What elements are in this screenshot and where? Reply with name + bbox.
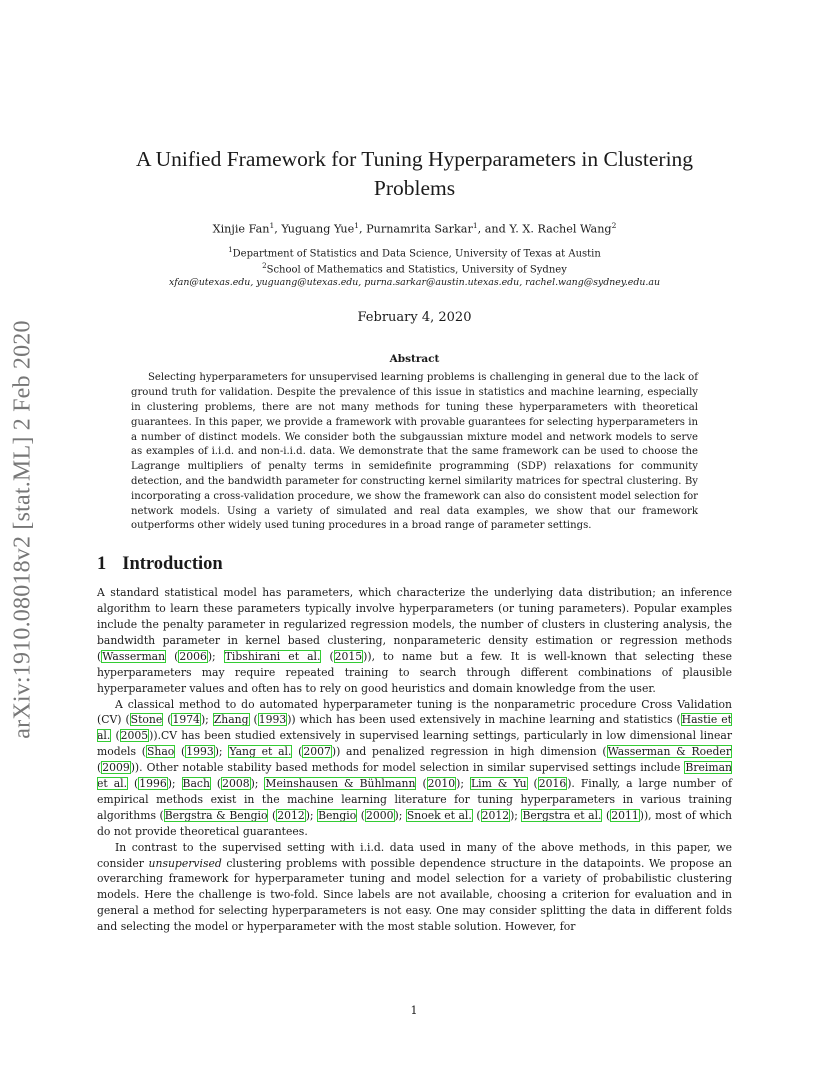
citation-link[interactable]: Tibshirani et al. — [224, 649, 321, 663]
arxiv-identifier-stamp — [2, 290, 44, 768]
author: Xinjie Fan — [212, 222, 270, 236]
text-run: ); — [167, 777, 182, 791]
author-list: Xinjie Fan$^1$, Yuguang Yue$^1$, Purnamrita Sarkar$^1$, and Y. X. Rachel Wang$^2$ — [212, 221, 617, 236]
citation-link[interactable]: 2015 — [334, 649, 363, 663]
page-number: 1 — [410, 1004, 418, 1017]
citation-link[interactable]: 2008 — [222, 777, 250, 791]
citation-link[interactable]: 2006 — [179, 649, 207, 663]
emphasis: unsupervised — [148, 856, 222, 870]
text-run: ( — [163, 713, 172, 727]
text-run: ); — [510, 808, 522, 822]
text-run: ( — [321, 649, 334, 663]
text-run: )), to name but a few. It is well-known that selecting these hyperparameters may require repeated training to search through different combinations of plausible hyperparameter values and often has to rely on good heuristics and domain knowledge from the user. — [97, 649, 732, 695]
citation-link[interactable]: Stone — [130, 713, 163, 727]
text-run: )), most of which do not provide theoretical guarantees. — [97, 808, 732, 838]
section-title: Introduction — [122, 554, 223, 575]
text-run: ); — [456, 777, 470, 791]
citation-link[interactable]: 2011 — [611, 808, 639, 822]
text-run: ( — [249, 713, 258, 727]
text-run: )) which has been used extensively in machine learning and statistics ( — [287, 713, 681, 727]
citation-link[interactable]: Bengio — [318, 808, 357, 822]
author: Y. X. Rachel Wang — [509, 222, 612, 236]
affiliation-sup: 2 — [262, 262, 267, 271]
citation-link[interactable]: Hastie et al. — [97, 713, 732, 743]
paper-title: A Unified Framework for Tuning Hyperparameters in Clustering Problems — [135, 147, 694, 200]
text-run: ( — [527, 777, 538, 791]
paper-page — [97, 145, 732, 935]
citation-link[interactable]: Bach — [182, 777, 210, 791]
affiliation-text: School of Mathematics and Statistics, University of Sydney — [266, 264, 567, 276]
text-run: ( — [292, 745, 303, 759]
text-run: )). Other notable stability based methods for model selection in similar supervised settings include — [130, 761, 685, 775]
citation-link[interactable]: 2016 — [538, 777, 567, 791]
citation-link[interactable]: 2012 — [277, 808, 305, 822]
citation-link[interactable]: Shao — [146, 745, 175, 759]
paper-date: February 4, 2020 — [357, 310, 472, 326]
citation-link[interactable]: Breiman et al. — [97, 761, 732, 791]
text-run: )).CV has been studied extensively in supervised learning settings, particularly in low dimensional linear models ( — [97, 729, 732, 759]
section-number: 1 — [97, 554, 107, 575]
text-run: ( — [357, 808, 366, 822]
text-run: ). Finally, a large number of empirical methods exist in the machine learning literature for tuning hyperparameters in various training algorithms ( — [97, 777, 732, 822]
text-run: ( — [602, 808, 611, 822]
text-run: ( — [128, 777, 139, 791]
intro-paragraph — [97, 697, 732, 840]
section-heading — [97, 554, 732, 575]
citation-link[interactable]: Zhang — [213, 713, 249, 727]
text-run: A classical method to do automated hyperparameter tuning is the nonparametric procedure Cross Validation (CV) ( — [97, 697, 732, 727]
author: Purnamrita Sarkar — [366, 222, 473, 236]
intro-paragraph — [97, 585, 732, 696]
text-run: ( — [210, 777, 222, 791]
text-run: In contrast to the supervised setting with i.i.d. data used in many of the above methods, in this paper, we consider — [97, 840, 732, 870]
text-run: ( — [472, 808, 481, 822]
text-run: ( — [268, 808, 277, 822]
citation-link[interactable]: 1974 — [172, 713, 200, 727]
text-run: ( — [97, 761, 102, 775]
citation-link[interactable]: 1993 — [258, 713, 287, 727]
arxiv-id: arXiv:1910.08018v2 [stat.ML] 2 Feb 2020 — [9, 319, 36, 739]
author-sup: 1 — [269, 221, 275, 230]
text-run: ( — [166, 649, 179, 663]
author-sup: 2 — [611, 221, 617, 230]
text-run: )) and penalized regression in high dimension ( — [331, 745, 607, 759]
citation-link[interactable]: 2010 — [427, 777, 456, 791]
citation-link[interactable]: Yang et al. — [229, 745, 292, 759]
citation-link[interactable]: 2000 — [366, 808, 394, 822]
citation-link[interactable]: 2007 — [303, 745, 331, 759]
author-sup: 1 — [472, 221, 478, 230]
text-run: clustering problems with possible dependence structure in the datapoints. We propose an overarching framework for hyperparameter tuning and model selection for a variety of probabilistic clustering models. Here the challenge is two-fold. Since labels are not available, choosing a criterion for evaluation and in general a method for selecting hyperparameters is not easy. One may consider splitting the data in different folds and selecting the model or hyperparameter with the most stable solution. However, for — [97, 856, 732, 934]
affiliation-text: Department of Statistics and Data Science, University of Texas at Austin — [232, 248, 601, 260]
author-emails: xfan@utexas.edu, yuguang@utexas.edu, purna.sarkar@austin.utexas.edu, rachel.wang@sydney.edu.au — [168, 277, 661, 289]
text-run: ( — [111, 729, 120, 743]
citation-link[interactable]: Meinshausen & Bühlmann — [265, 777, 416, 791]
affiliation-sup: 1 — [228, 245, 233, 254]
author: Yuguang Yue — [281, 222, 355, 236]
citation-link[interactable]: Bergstra & Bengio — [164, 808, 268, 822]
citation-link[interactable]: 2012 — [481, 808, 510, 822]
text-run: A standard statistical model has parameters, which characterize the underlying data distribution; an inference algorithm to learn these parameters typically involve hyperparameters (or tuning parameters). Popular examples include the penalty parameter in regularized regression models, the number of clusters in clustering analysis, the bandwidth parameter in kernel based clustering, nonparameteric density estimation or regression methods ( — [97, 586, 732, 663]
citation-link[interactable]: 2009 — [102, 761, 130, 775]
author-sup: 1 — [354, 221, 359, 230]
text-run: ( — [416, 777, 427, 791]
intro-paragraph — [97, 840, 732, 935]
abstract-text: Selecting hyperparameters for unsupervised learning problems is challenging in general due to the lack of ground truth for validation. Despite the prevalence of this issue in statistics and machine learning, especially in clustering problems, there are not many methods for tuning these hyperparameters with theoretical guarantees. In this paper, we provide a framework with provable guarantees for selecting hyperparameters in a number of distinct models. We consider both the subgaussian mixture model and network models to serve as examples of i.i.d. and non-i.i.d. data. We demonstrate that the same framework can be used to choose the Lagrange multipliers of penalty terms in semidefinite programming (SDP) relaxations for community detection, and the bandwidth parameter for constructing kernel similarity matrices for spectral clustering. By incorporating a cross-validation procedure, we show the framework can also do consistent model selection for network models. Using a variety of simulated and real data examples, we show that our framework outperforms other widely used tuning procedures in a broad range of parameter settings. — [131, 372, 698, 532]
text-run: ); — [250, 777, 265, 791]
affiliation — [97, 260, 732, 276]
text-run: ); — [207, 649, 224, 663]
citation-link[interactable]: 1993 — [186, 745, 214, 759]
citation-link[interactable]: Lim & Yu — [470, 777, 527, 791]
citation-link[interactable]: Snoek et al. — [406, 808, 472, 822]
citation-link[interactable]: 2005 — [120, 729, 149, 743]
affiliation — [97, 244, 732, 260]
introduction-body — [97, 585, 732, 935]
text-run: ); — [200, 713, 213, 727]
citation-link[interactable]: Wasserman & Roeder — [607, 745, 731, 759]
text-run: ); — [394, 808, 406, 822]
text-run: ); — [214, 745, 229, 759]
abstract-heading: Abstract — [389, 353, 440, 366]
citation-link[interactable]: Bergstra et al. — [522, 808, 602, 822]
text-run: ( — [175, 745, 186, 759]
text-run: ); — [305, 808, 318, 822]
citation-link[interactable]: Wasserman — [102, 649, 166, 663]
citation-link[interactable]: 1996 — [139, 777, 167, 791]
